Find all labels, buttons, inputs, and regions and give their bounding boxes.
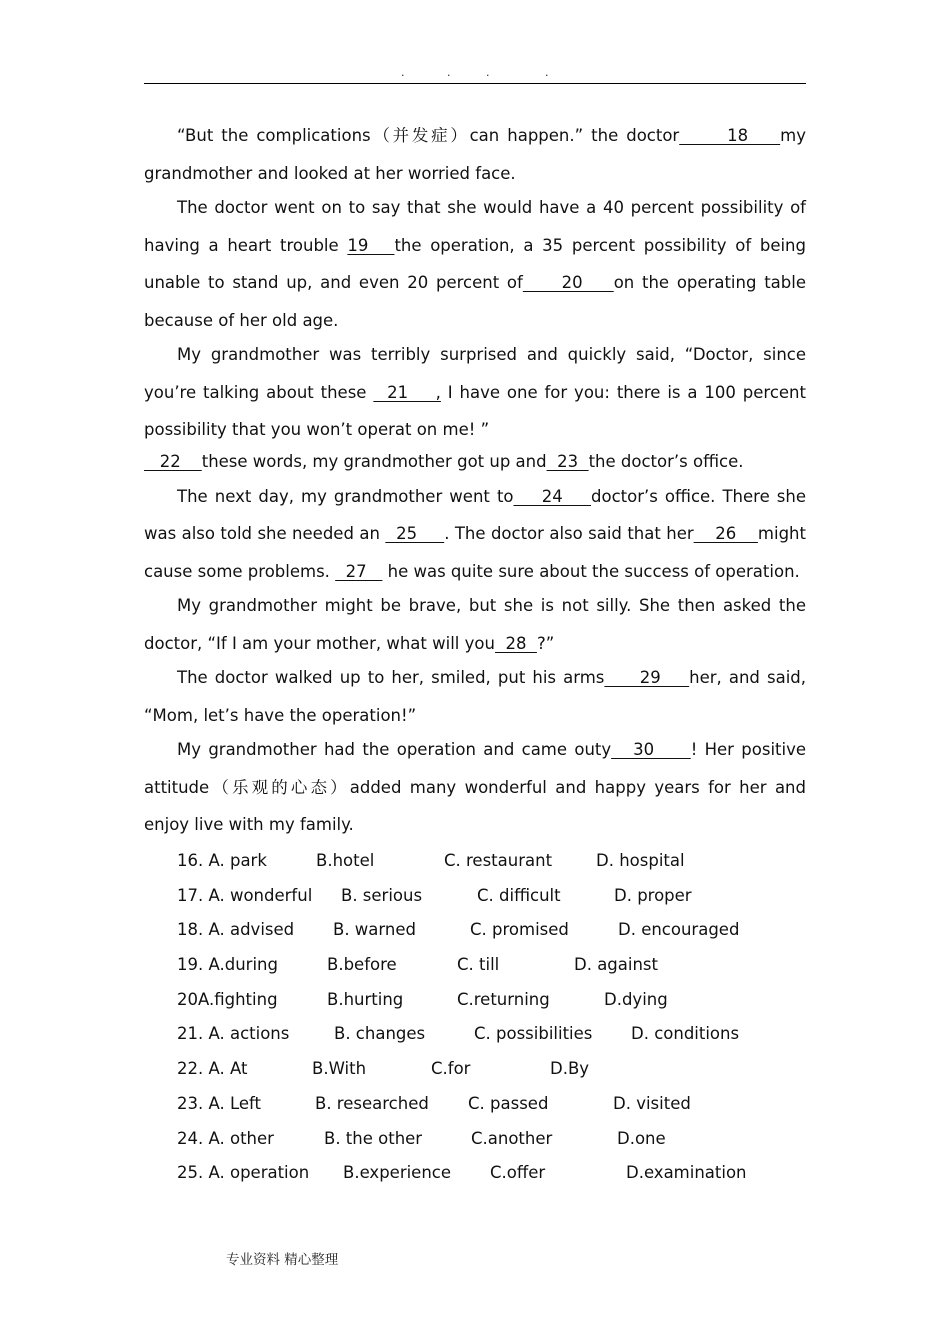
text: ! Her positive attitude（乐观的心态）added many wonderful and happy years for her and enjoy live with my family. bbox=[144, 740, 806, 834]
header-dot: . bbox=[545, 66, 549, 79]
option-c: C. possibilities bbox=[474, 1024, 593, 1044]
question-number-option-a: 25. A. operation bbox=[177, 1163, 310, 1183]
question-row bbox=[177, 1127, 797, 1162]
option-c: C.returning bbox=[457, 989, 550, 1009]
text: The doctor walked up to her, smiled, put his arms bbox=[177, 668, 605, 687]
option-d: D. proper bbox=[614, 885, 692, 905]
blank-19: 19 bbox=[347, 235, 395, 255]
question-row bbox=[177, 918, 797, 953]
text: My grandmother was terribly surprised and quickly said, “Doctor, since you’re talking about these bbox=[144, 345, 806, 402]
question-number-option-a: 16. A. park bbox=[177, 851, 267, 870]
question-row bbox=[177, 884, 797, 919]
option-c: C. promised bbox=[470, 920, 569, 940]
blank-23: 23 bbox=[546, 451, 589, 471]
blank-30: 30 bbox=[611, 740, 691, 759]
paragraph-2 bbox=[144, 189, 806, 339]
question-number-option-a: 23. A. Left bbox=[177, 1093, 262, 1113]
option-b: B. the other bbox=[324, 1128, 423, 1148]
header-dot: . bbox=[486, 66, 490, 79]
question-row bbox=[177, 953, 797, 988]
passage bbox=[144, 117, 806, 841]
text: My grandmother had the operation and came outy bbox=[177, 740, 612, 759]
option-c: C.offer bbox=[490, 1163, 546, 1183]
blank-28: 28 bbox=[494, 633, 537, 653]
option-c: C.another bbox=[471, 1128, 553, 1148]
footer-text: 专业资料 精心整理 bbox=[226, 1252, 339, 1268]
question-row bbox=[177, 988, 797, 1023]
question-number-option-a: 18. A. advised bbox=[177, 920, 295, 940]
header-dot: . bbox=[401, 66, 405, 79]
question-number-option-a: 20A.fighting bbox=[177, 989, 278, 1009]
question-number-option-a: 22. A. At bbox=[177, 1059, 248, 1079]
text: might cause some problems. bbox=[144, 524, 806, 581]
option-d: D. encouraged bbox=[618, 920, 740, 940]
text: on the operating table because of her old age. bbox=[144, 273, 806, 330]
text: The next day, my grandmother went to bbox=[177, 486, 514, 506]
option-c: C. restaurant bbox=[444, 851, 553, 870]
option-d: D. visited bbox=[613, 1093, 691, 1113]
paragraph-6 bbox=[144, 587, 806, 662]
text: My grandmother might be brave, but she is not silly. She then asked the doctor, “If I am your mother, what will you bbox=[144, 596, 806, 653]
question-row bbox=[177, 1161, 797, 1196]
option-d: D.By bbox=[550, 1059, 590, 1079]
text: The doctor went on to say that she would have a 40 percent possibility of having a heart trouble bbox=[144, 198, 806, 255]
paragraph-8 bbox=[144, 731, 806, 844]
blank-26: 26 bbox=[693, 524, 758, 543]
option-d: D.dying bbox=[604, 989, 668, 1009]
option-b: B.hotel bbox=[316, 851, 375, 870]
question-row bbox=[177, 849, 797, 884]
blank-27: 27 bbox=[335, 561, 383, 581]
question-row bbox=[177, 1092, 797, 1127]
blank-25: 25 bbox=[385, 524, 445, 543]
text: my grandmother and looked at her worried face. bbox=[144, 126, 806, 183]
question-number-option-a: 21. A. actions bbox=[177, 1024, 290, 1044]
question-number-option-a: 19. A.during bbox=[177, 955, 278, 975]
blank-22: 22 bbox=[144, 451, 202, 471]
paragraph-3 bbox=[144, 336, 806, 449]
text: I have one for you: there is a 100 percent possibility that you won’t operat on me! ” bbox=[144, 382, 806, 439]
option-d: D.one bbox=[617, 1128, 666, 1148]
text: he was quite sure about the success of operation. bbox=[382, 561, 800, 581]
blank-18: 18 bbox=[679, 126, 781, 145]
option-d: D. conditions bbox=[631, 1024, 740, 1044]
option-b: B.experience bbox=[343, 1163, 452, 1183]
paragraph-1 bbox=[144, 117, 806, 192]
option-b: B. researched bbox=[315, 1093, 429, 1113]
paragraph-4 bbox=[144, 446, 806, 478]
question-row bbox=[177, 1057, 797, 1092]
option-c: C.for bbox=[431, 1059, 471, 1079]
option-d: D. against bbox=[574, 955, 658, 975]
blank-29: 29 bbox=[604, 668, 690, 687]
text: . The doctor also said that her bbox=[444, 524, 694, 543]
option-b: B.hurting bbox=[327, 989, 404, 1009]
text: the operation, a 35 percent possibility of being unable to stand up, and even 20 percent of bbox=[144, 235, 806, 292]
option-b: B.With bbox=[312, 1059, 367, 1079]
option-b: B. changes bbox=[334, 1024, 426, 1044]
header-dots bbox=[0, 66, 950, 80]
question-number-option-a: 24. A. other bbox=[177, 1128, 274, 1148]
blank-24: 24 bbox=[513, 486, 591, 506]
question-row bbox=[177, 1022, 797, 1057]
text: the doctor’s office. bbox=[588, 451, 744, 471]
header-dot: . bbox=[447, 66, 451, 79]
option-d: D.examination bbox=[626, 1163, 747, 1183]
question-number-option-a: 17. A. wonderful bbox=[177, 885, 313, 905]
header-rule bbox=[144, 83, 806, 84]
option-d: D. hospital bbox=[596, 851, 685, 870]
text: “But the complications（并发症）can happen.” the doctor bbox=[177, 126, 680, 145]
blank-20: 20 bbox=[522, 273, 614, 292]
option-b: B.before bbox=[327, 955, 397, 975]
blank-21: 21 , bbox=[373, 382, 441, 402]
option-c: C. difficult bbox=[477, 885, 561, 905]
option-b: B. warned bbox=[333, 920, 416, 940]
text: ?” bbox=[536, 633, 555, 653]
paragraph-5 bbox=[144, 478, 806, 591]
text: doctor’s office. There she was also told she needed an bbox=[144, 486, 806, 543]
text: these words, my grandmother got up and bbox=[201, 451, 547, 471]
option-c: C. passed bbox=[468, 1093, 549, 1113]
answer-options bbox=[177, 849, 797, 1196]
option-b: B. serious bbox=[341, 885, 423, 905]
paragraph-7 bbox=[144, 659, 806, 734]
text: her, and said, “Mom, let’s have the operation!” bbox=[144, 668, 806, 725]
option-c: C. till bbox=[457, 955, 500, 975]
